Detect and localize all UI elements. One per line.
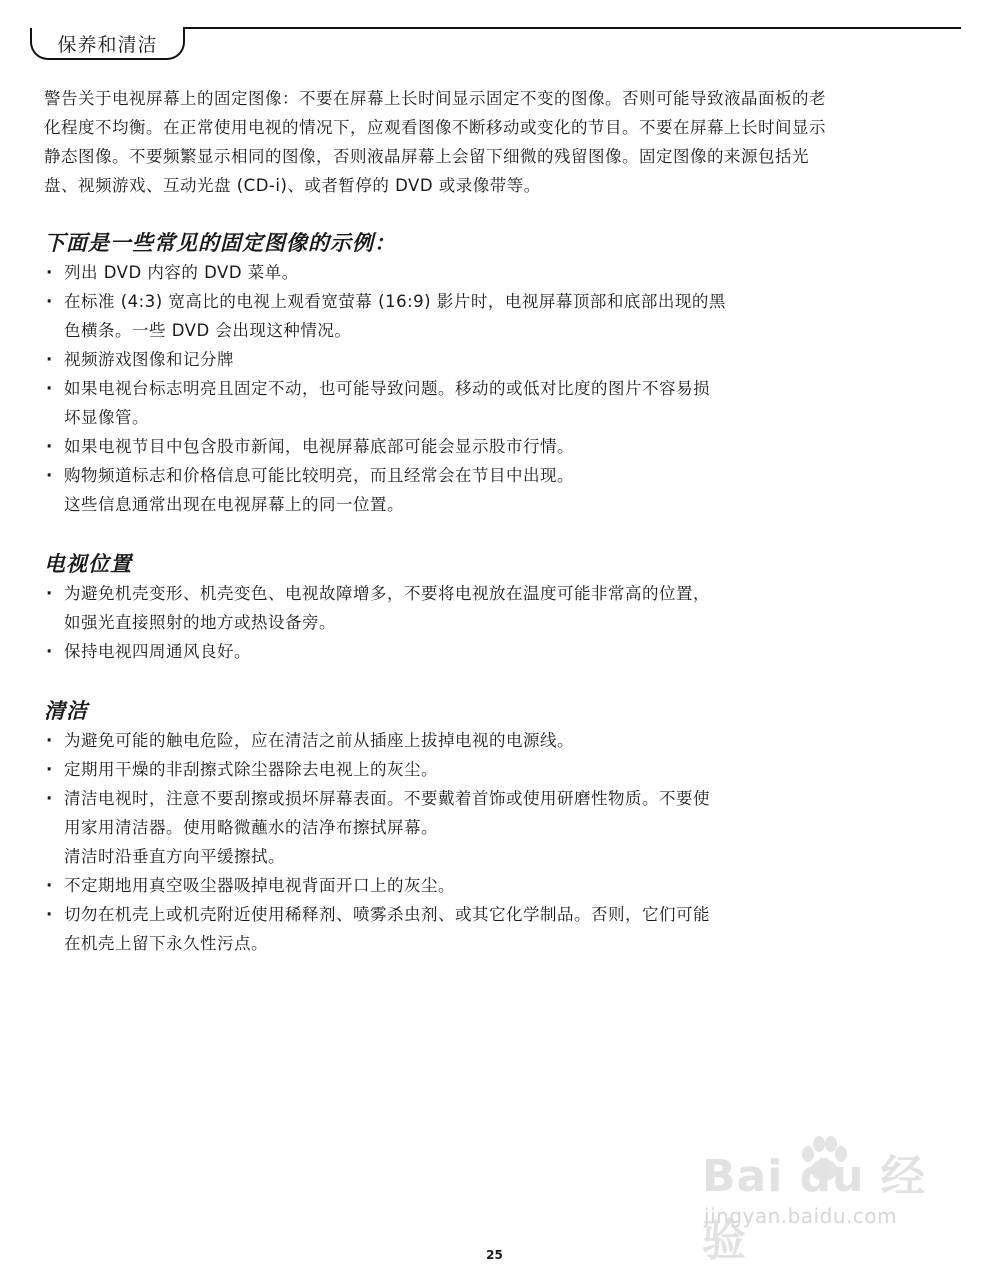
header-rule xyxy=(183,27,961,29)
list-item-line: · 列出 DVD 内容的 DVD 菜单。 xyxy=(64,263,299,282)
list-item-line: · 清洁电视时，注意不要刮擦或损坏屏幕表面。不要戴着首饰或使用研磨性物质。不要使 xyxy=(64,789,710,808)
list-item xyxy=(44,726,814,755)
list-item xyxy=(44,258,814,287)
list-item-line: 如强光直接照射的地方或热设备旁。 xyxy=(64,613,336,632)
list-item-line: · 保持电视四周通风良好。 xyxy=(64,642,251,661)
list-item-line: 这些信息通常出现在电视屏幕上的同一位置。 xyxy=(64,495,404,514)
list-item-line: · 购物频道标志和价格信息可能比较明亮，而且经常会在节目中出现。 xyxy=(64,466,574,485)
warning-line: 警告关于电视屏幕上的固定图像：不要在屏幕上长时间显示固定不变的图像。否则可能导致液晶面板的老 xyxy=(44,89,826,108)
list-item-line: · 在标准 (4:3) 宽高比的电视上观看宽萤幕 (16:9) 影片时，电视屏幕顶部和底部出现的黑 xyxy=(64,292,726,311)
list-item xyxy=(44,871,814,900)
watermark-logo: Bai du 经验 xyxy=(702,1151,926,1266)
list-item xyxy=(44,637,814,666)
warning-line: 盘、视频游戏、互动光盘 (CD-i)、或者暂停的 DVD 或录像带等。 xyxy=(44,176,541,195)
list-item xyxy=(44,345,814,374)
list-item xyxy=(44,461,814,519)
heading-fixed-image-examples: 下面是一些常见的固定图像的示例： xyxy=(44,231,396,255)
list-item-line: 坏显像管。 xyxy=(64,408,149,427)
cleaning-list xyxy=(44,726,814,958)
watermark-url: jingyan.baidu.com xyxy=(704,1204,898,1228)
list-item-line: · 切勿在机壳上或机壳附近使用稀释剂、喷雾杀虫剂、或其它化学制品。否则，它们可能 xyxy=(64,905,710,924)
list-item xyxy=(44,287,814,345)
page-content xyxy=(44,84,944,958)
list-item-line: 清洁时沿垂直方向平缓擦拭。 xyxy=(64,847,285,866)
list-item-line: · 如果电视台标志明亮且固定不动，也可能导致问题。移动的或低对比度的图片不容易损 xyxy=(64,379,710,398)
warning-paragraph xyxy=(44,84,944,200)
list-item-line: 在机壳上留下永久性污点。 xyxy=(64,934,268,953)
warning-line: 化程度不均衡。在正常使用电视的情况下，应观看图像不断移动或变化的节目。不要在屏幕上长时间显示 xyxy=(44,118,826,137)
tv-position-list xyxy=(44,579,814,666)
list-item xyxy=(44,374,814,432)
list-item-line: · 视频游戏图像和记分牌 xyxy=(64,350,234,369)
list-item xyxy=(44,900,814,958)
list-item-line: · 为避免可能的触电危险，应在清洁之前从插座上拔掉电视的电源线。 xyxy=(64,731,574,750)
warning-line: 静态图像。不要频繁显示相同的图像，否则液晶屏幕上会留下细微的残留图像。固定图像的来源包括光 xyxy=(44,147,809,166)
list-item-line: · 为避免机壳变形、机壳变色、电视故障增多，不要将电视放在温度可能非常高的位置， xyxy=(64,584,710,603)
list-item xyxy=(44,579,814,637)
list-item-line: · 定期用干燥的非刮擦式除尘器除去电视上的灰尘。 xyxy=(64,760,438,779)
page-number: 25 xyxy=(486,1248,503,1262)
section-title: 保养和清洁 xyxy=(57,33,158,56)
list-item-line: 色横条。一些 DVD 会出现这种情况。 xyxy=(64,321,352,340)
list-item-line: · 不定期地用真空吸尘器吸掉电视背面开口上的灰尘。 xyxy=(64,876,455,895)
heading-cleaning: 清洁 xyxy=(44,699,88,723)
fixed-image-examples-list xyxy=(44,258,814,519)
list-item xyxy=(44,432,814,461)
list-item-line: 用家用清洁器。使用略微蘸水的洁净布擦拭屏幕。 xyxy=(64,818,438,837)
heading-tv-position: 电视位置 xyxy=(44,552,132,576)
baidu-jingyan-watermark xyxy=(702,1140,942,1266)
list-item xyxy=(44,784,814,871)
list-item-line: · 如果电视节目中包含股市新闻，电视屏幕底部可能会显示股市行情。 xyxy=(64,437,574,456)
list-item xyxy=(44,755,814,784)
section-title-tab xyxy=(30,28,185,60)
